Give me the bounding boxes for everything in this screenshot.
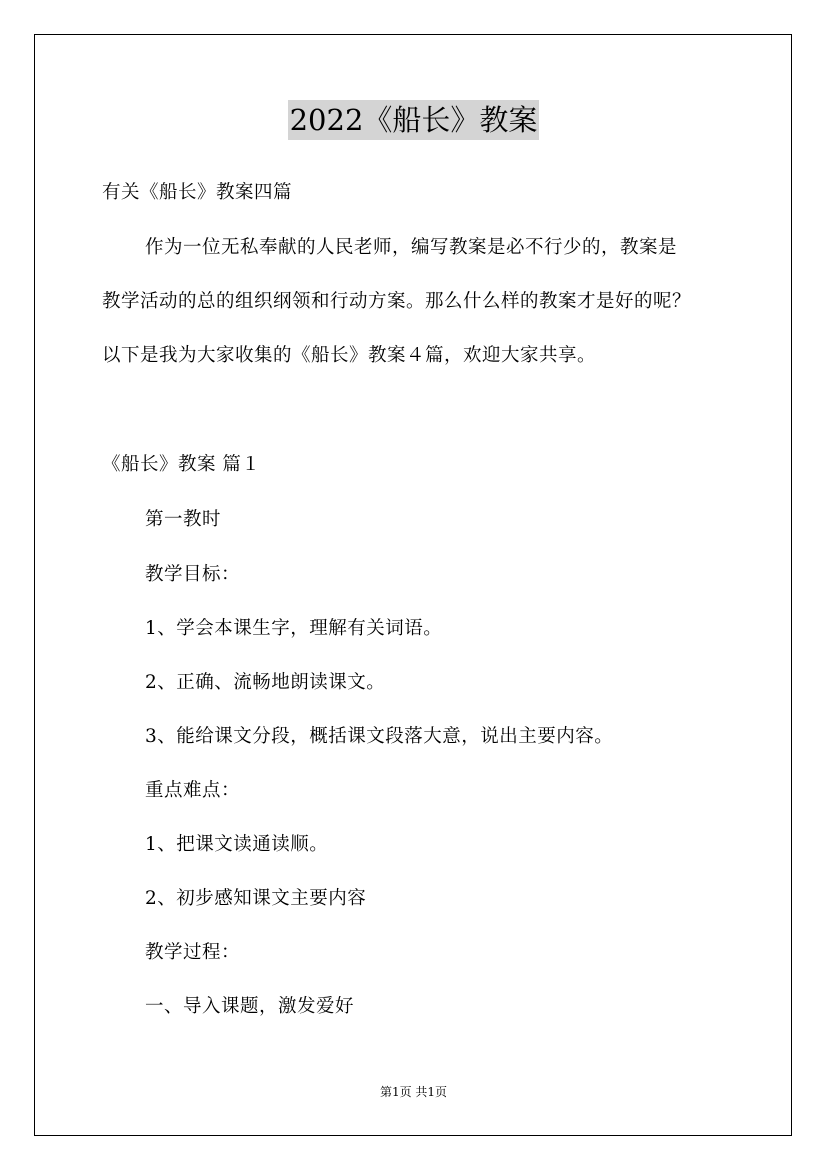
goal-item-2: 2、正确、流畅地朗读课文。	[145, 672, 386, 693]
process-step-1: 一、导入课题，激发爱好	[145, 996, 355, 1017]
intro-line-3: 以下是我为大家收集的《船长》教案４篇，欢迎大家共享。	[102, 345, 597, 366]
document-subtitle: 有关《船长》教案四篇	[102, 182, 293, 203]
difficulty-item-1: 1、把课文读通读顺。	[145, 834, 329, 855]
process-heading: 教学过程：	[145, 942, 241, 963]
intro-line-1: 作为一位无私奉献的人民老师，编写教案是必不行少的，教案是	[145, 237, 678, 258]
page-footer: 第1页 共1页	[379, 1085, 448, 1099]
intro-line-2: 教学活动的总的组织纲领和行动方案。那么什么样的教案才是好的呢？	[102, 291, 692, 312]
document-title: 2022《船长》教案	[288, 100, 540, 140]
goals-heading: 教学目标：	[145, 564, 241, 585]
title-container	[0, 100, 827, 140]
difficulty-item-2: 2、初步感知课文主要内容	[145, 888, 367, 909]
goal-item-3: 3、能给课文分段，概括课文段落大意，说出主要内容。	[145, 726, 614, 747]
difficulties-heading: 重点难点：	[145, 780, 241, 801]
section-heading: 《船长》教案 篇１	[102, 454, 261, 475]
lesson-period: 第一教时	[145, 509, 222, 530]
goal-item-1: 1、学会本课生字，理解有关词语。	[145, 618, 443, 639]
